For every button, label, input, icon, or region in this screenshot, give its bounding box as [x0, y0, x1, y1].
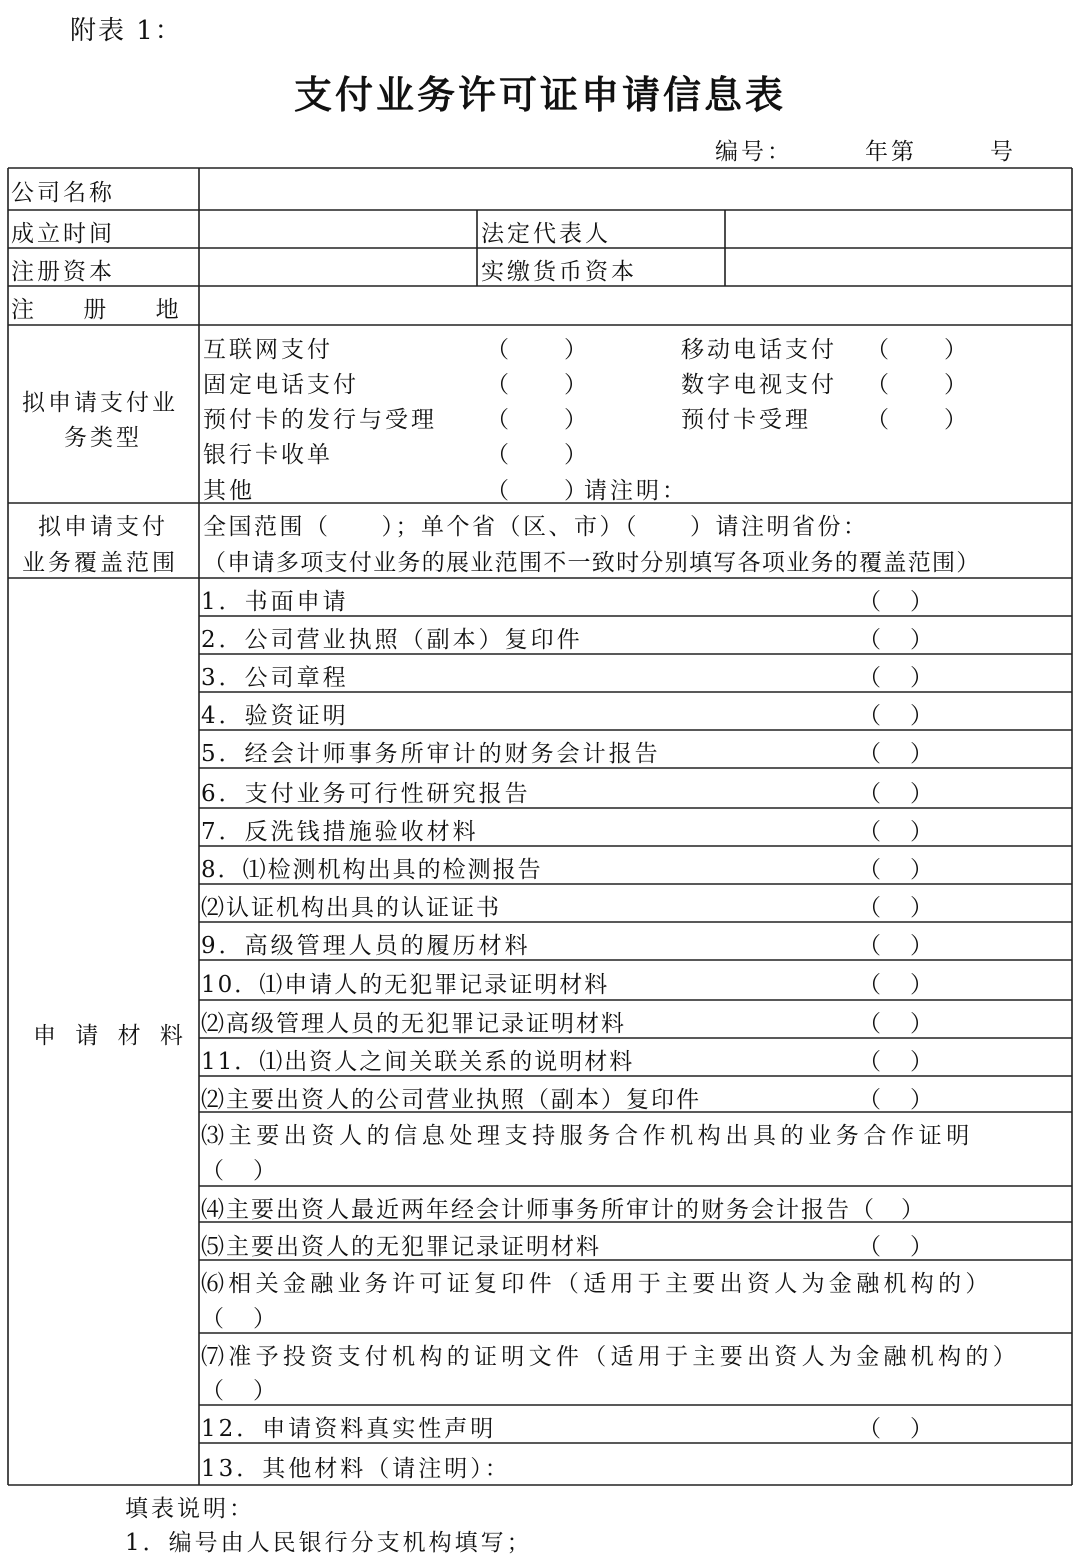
- type-internet-box: （ ）: [486, 337, 590, 363]
- material-checkbox: （ ）: [858, 819, 936, 845]
- business-type-label-2: 务类型: [64, 425, 142, 451]
- material-item: 4．验资证明: [201, 703, 349, 729]
- paid-capital-label: 实缴货币资本: [481, 259, 637, 285]
- materials-label: 申 请 材 料: [33, 1023, 189, 1049]
- material-item: ⑷主要出资人最近两年经会计师事务所审计的财务会计报告（ ）: [201, 1197, 926, 1223]
- material-checkbox: （ ）: [858, 895, 936, 921]
- material-item-continuation: （ ）: [201, 1306, 279, 1332]
- type-other-box: （ ）: [486, 478, 590, 504]
- type-prepaid-issue-box: （ ）: [486, 407, 590, 433]
- material-item: 1．书面申请: [201, 589, 349, 615]
- type-prepaid-accept-box: （ ）: [866, 407, 970, 433]
- coverage-line-2: （申请多项支付业务的展业范围不一致时分别填写各项业务的覆盖范围）: [203, 550, 981, 576]
- material-checkbox: （ ）: [858, 589, 936, 615]
- serial-label: 编号：: [715, 139, 793, 165]
- material-checkbox: （ ）: [858, 665, 936, 691]
- legal-rep-label: 法定代表人: [481, 221, 611, 247]
- material-item: 12．申请资料真实性声明: [201, 1416, 497, 1442]
- material-item: ⑹相关金融业务许可证复印件（适用于主要出资人为金融机构的）: [201, 1271, 993, 1297]
- serial-no: 号: [990, 139, 1016, 165]
- notes-item-1: 1．编号由人民银行分支机构填写；: [125, 1530, 533, 1556]
- material-item: ⑵主要出资人的公司营业执照（副本）复印件: [201, 1087, 701, 1113]
- coverage-label-2: 业务覆盖范围: [22, 550, 178, 576]
- material-checkbox: （ ）: [858, 1234, 936, 1260]
- coverage-label-1: 拟申请支付: [38, 514, 168, 540]
- type-other-specify: 请注明：: [584, 478, 688, 504]
- material-item: ⑸主要出资人的无犯罪记录证明材料: [201, 1234, 601, 1260]
- material-checkbox: （ ）: [858, 781, 936, 807]
- material-item: ⑵高级管理人员的无犯罪记录证明材料: [201, 1011, 626, 1037]
- type-other: 其他: [203, 478, 255, 504]
- material-checkbox: （ ）: [858, 703, 936, 729]
- coverage-line-1: 全国范围（ ）；单个省（区、市）（ ）请注明省份：: [203, 514, 869, 540]
- material-item: 8．⑴检测机构出具的检测报告: [201, 857, 543, 883]
- material-item: 13．其他材料（请注明）：: [201, 1456, 511, 1482]
- type-tv-box: （ ）: [866, 372, 970, 398]
- type-internet: 互联网支付: [203, 337, 333, 363]
- material-item: 6．支付业务可行性研究报告: [201, 781, 531, 807]
- reg-capital-label: 注册资本: [11, 259, 115, 285]
- attachment-label: 附表 1：: [70, 16, 183, 46]
- type-mobile-box: （ ）: [866, 337, 970, 363]
- material-item: 3．公司章程: [201, 665, 349, 691]
- type-mobile: 移动电话支付: [681, 337, 837, 363]
- material-item: 9．高级管理人员的履历材料: [201, 933, 531, 959]
- material-checkbox: （ ）: [858, 1416, 936, 1442]
- serial-year: 年第: [865, 139, 917, 165]
- material-item-continuation: （ ）: [201, 1158, 279, 1184]
- material-checkbox: （ ）: [858, 1011, 936, 1037]
- type-prepaid-accept: 预付卡受理: [681, 407, 811, 433]
- type-tv: 数字电视支付: [681, 372, 837, 398]
- material-item: 10．⑴申请人的无犯罪记录证明材料: [201, 972, 610, 998]
- page-title: 支付业务许可证申请信息表: [293, 73, 786, 117]
- founded-label: 成立时间: [11, 221, 115, 247]
- material-item: ⑶主要出资人的信息处理支持服务合作机构出具的业务合作证明: [201, 1123, 974, 1149]
- material-item: 2．公司营业执照（副本）复印件: [201, 627, 583, 653]
- reg-place-label: 注 册 地: [11, 297, 200, 323]
- type-fixed-box: （ ）: [486, 372, 590, 398]
- material-item: 11．⑴出资人之间关联关系的说明材料: [201, 1049, 635, 1075]
- material-checkbox: （ ）: [858, 857, 936, 883]
- company-name-label: 公司名称: [11, 180, 115, 206]
- material-checkbox: （ ）: [858, 933, 936, 959]
- type-bank-card-box: （ ）: [486, 442, 590, 468]
- notes-heading: 填表说明：: [125, 1496, 255, 1522]
- material-item-continuation: （ ）: [201, 1378, 279, 1404]
- material-checkbox: （ ）: [858, 1049, 936, 1075]
- type-prepaid-issue: 预付卡的发行与受理: [203, 407, 437, 433]
- material-item: 7．反洗钱措施验收材料: [201, 819, 479, 845]
- type-bank-card: 银行卡收单: [203, 442, 333, 468]
- material-checkbox: （ ）: [858, 741, 936, 767]
- type-fixed: 固定电话支付: [203, 372, 359, 398]
- material-checkbox: （ ）: [858, 627, 936, 653]
- material-item: 5．经会计师事务所审计的财务会计报告: [201, 741, 661, 767]
- material-item: ⑺准予投资支付机构的证明文件（适用于主要出资人为金融机构的）: [201, 1344, 1020, 1370]
- business-type-label-1: 拟申请支付业: [22, 390, 178, 416]
- material-item: ⑵认证机构出具的认证证书: [201, 895, 501, 921]
- material-checkbox: （ ）: [858, 1087, 936, 1113]
- material-checkbox: （ ）: [858, 972, 936, 998]
